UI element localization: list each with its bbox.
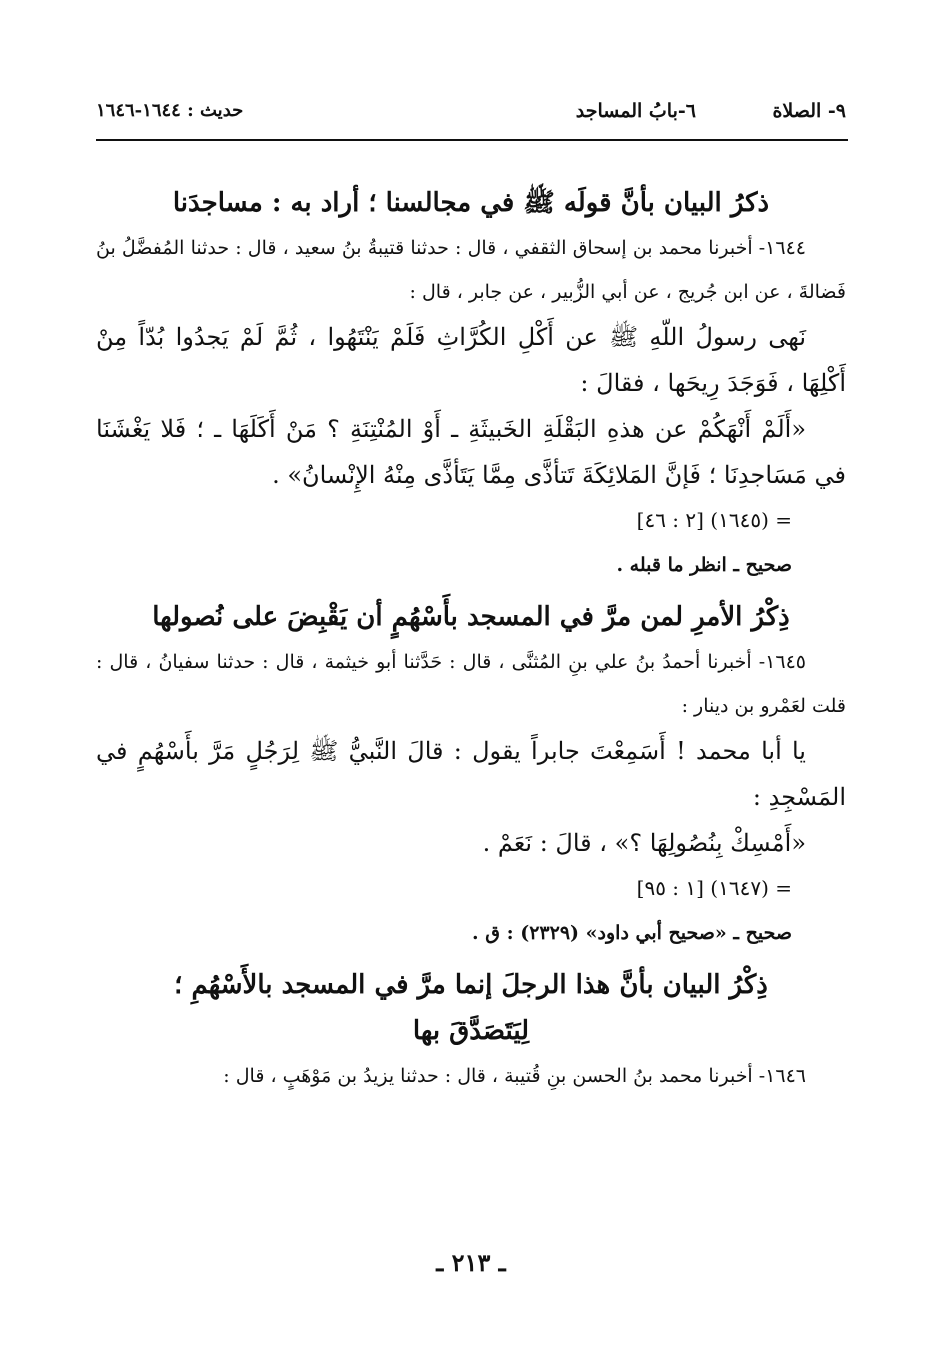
hadith-range: حديث : ١٦٤٤-١٦٤٦ — [96, 100, 244, 121]
chapter-heading-3-line-2: لِيَتَصَدَّقَ بها — [412, 1016, 530, 1046]
chapter-heading-1: ذكرُ البيان بأنَّ قولَه ﷺ في مجالسنا ؛ أراد به : مساجدَنا — [172, 188, 770, 218]
page-number: ـ ٢١٣ ـ — [436, 1248, 506, 1277]
hadith-1644-isnad: ١٦٤٤- أخبرنا محمد بن إسحاق الثقفي ، قال : حدثنا قتيبةُ بنُ سعيد ، قال : حدثنا المُفضَّلُ بنُ فَضالةَ ، عن ابن جُريج ، عن أبي الزُّبير ، عن جابر ، قال : — [96, 237, 846, 303]
hadith-1645-text: «أَمْسِكْ بِنُصُولِهَا ؟» ، قالَ : نَعَمْ . — [482, 829, 806, 857]
hadith-1645-reference: = (١٦٤٧) [١ : ٩٥] — [636, 876, 792, 900]
running-header — [96, 100, 846, 134]
hadith-1646-isnad: ١٦٤٦- أخبرنا محمد بنُ الحسن بنِ قُتيبة ، قال : حدثنا يزيدُ بن مَوْهَبٍ ، قال : — [223, 1065, 806, 1087]
page-body — [96, 180, 846, 1098]
chapter-heading-2: ذِكْرُ الأمرِ لمن مرَّ في المسجد بأَسْهُمٍ أن يَقْبِضَ على نُصولها — [152, 602, 790, 632]
header-divider — [96, 139, 848, 141]
hadith-1644-grade: صحيح ـ انظر ما قبله . — [616, 554, 792, 576]
section-title: ٦-بابُ المساجد — [575, 100, 696, 122]
hadith-1645-grade: صحيح ـ «صحيح أبي داود» (٢٣٢٩) : ق . — [472, 922, 792, 944]
hadith-1645-narration: يا أبا محمد ! أَسَمِعْتَ جابراً يقول : قالَ النَّبيُّ ﷺ لِرَجُلٍ مَرَّ بأَسْهُمٍ في المَسْجِدِ : — [96, 737, 846, 811]
hadith-1644-reference: = (١٦٤٥) [٢ : ٤٦] — [636, 508, 792, 532]
hadith-1644-narration: نَهى رسولُ اللّهِ ﷺ عن أَكْلِ الكُرَّاثِ فَلَمْ يَنْتَهُوا ، ثُمَّ لَمْ يَجدُوا بُدّاً مِنْ أَكْلِهَا ، فَوَجَدَ رِيحَها ، فقالَ : — [96, 323, 846, 397]
chapter-title: ٩- الصلاة — [772, 100, 846, 122]
hadith-1645-isnad: ١٦٤٥- أخبرنا أحمدُ بنُ علي بنِ المُثنَّى ، قال : حَدَّثنا أبو خيثمة ، قال : حدثنا سفيانُ ، قال : قلت لعَمْرو بن دينار : — [96, 651, 846, 717]
chapter-heading-3-line-1: ذِكْرُ البيان بأنَّ هذا الرجلَ إنما مرَّ في المسجد بالأَسْهُمِ ؛ — [174, 970, 768, 1000]
hadith-1644-text: «أَلَمْ أَنْهَكُمْ عن هذهِ البَقْلَةِ الخَبيثَةِ ـ أَوْ المُنْتِنَةِ ؟ مَنْ أَكَلَهَا ـ ؛ فَلا يَغْشَنَا في مَسَاجدِنَا ؛ فَإنَّ المَلائِكَةَ تَتأذَّى مِمَّا يَتَأذَّى مِنْهُ الإِنْسانُ» . — [96, 415, 846, 489]
